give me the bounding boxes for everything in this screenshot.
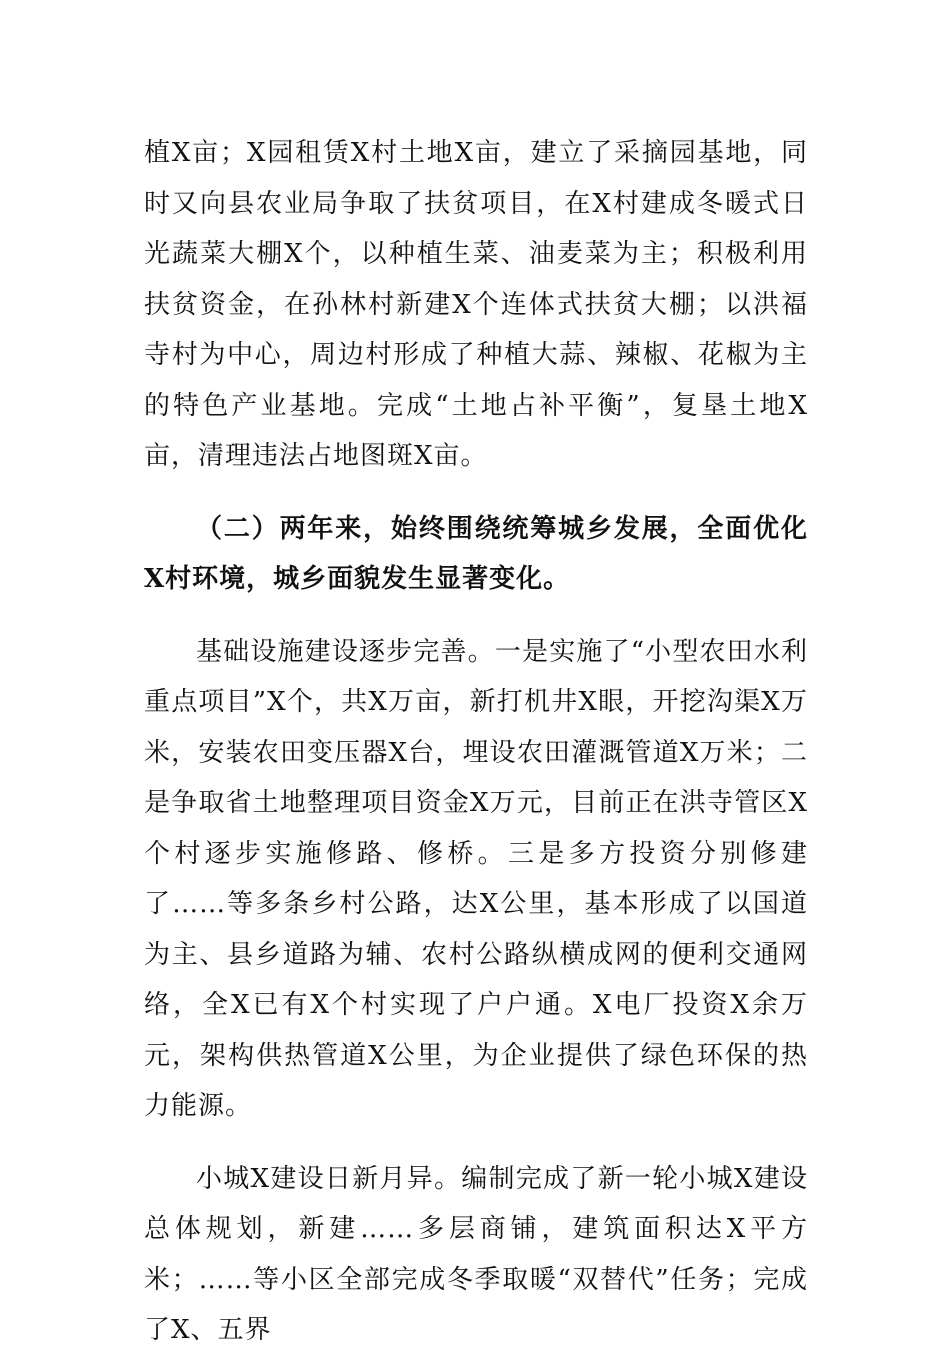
- document-body: [144, 128, 808, 1356]
- section-heading: （二）两年来，始终围绕统筹城乡发展，全面优化X村环境，城乡面貌发生显著变化。: [144, 513, 808, 594]
- paragraph-infrastructure: 基础设施建设逐步完善。一是实施了“小型农田水利重点项目”X个，共X万亩，新打机井X眼，开挖沟渠X万米，安装农田变压器X台，埋设农田灌溉管道X万米；二是争取省土地整理项目资金X万元，目前正在洪寺管区X个村逐步实施修路、修桥。三是多方投资分别修建了……等多条乡村公路，达X公里，基本形成了以国道为主、县乡道路为辅、农村公路纵横成网的便利交通网络，全X已有X个村实现了户户通。X电厂投资X余万元，架构供热管道X公里，为企业提供了绿色环保的热力能源。: [144, 636, 808, 1121]
- paragraph-continuation: 植X亩；X园租赁X村土地X亩，建立了采摘园基地，同时又向县农业局争取了扶贫项目，在X村建成冬暖式日光蔬菜大棚X个，以种植生菜、油麦菜为主；积极利用扶贫资金，在孙林村新建X个连体式扶贫大棚；以洪福寺村为中心，周边村形成了种植大蒜、辣椒、花椒为主的特色产业基地。完成“土地占补平衡”，复垦土地X亩，清理违法占地图斑X亩。: [144, 138, 808, 471]
- paragraph-town-construction: 小城X建设日新月异。编制完成了新一轮小城X建设总体规划，新建……多层商铺，建筑面积达X平方米；……等小区全部完成冬季取暖“双替代”任务；完成了X、五界: [144, 1163, 808, 1345]
